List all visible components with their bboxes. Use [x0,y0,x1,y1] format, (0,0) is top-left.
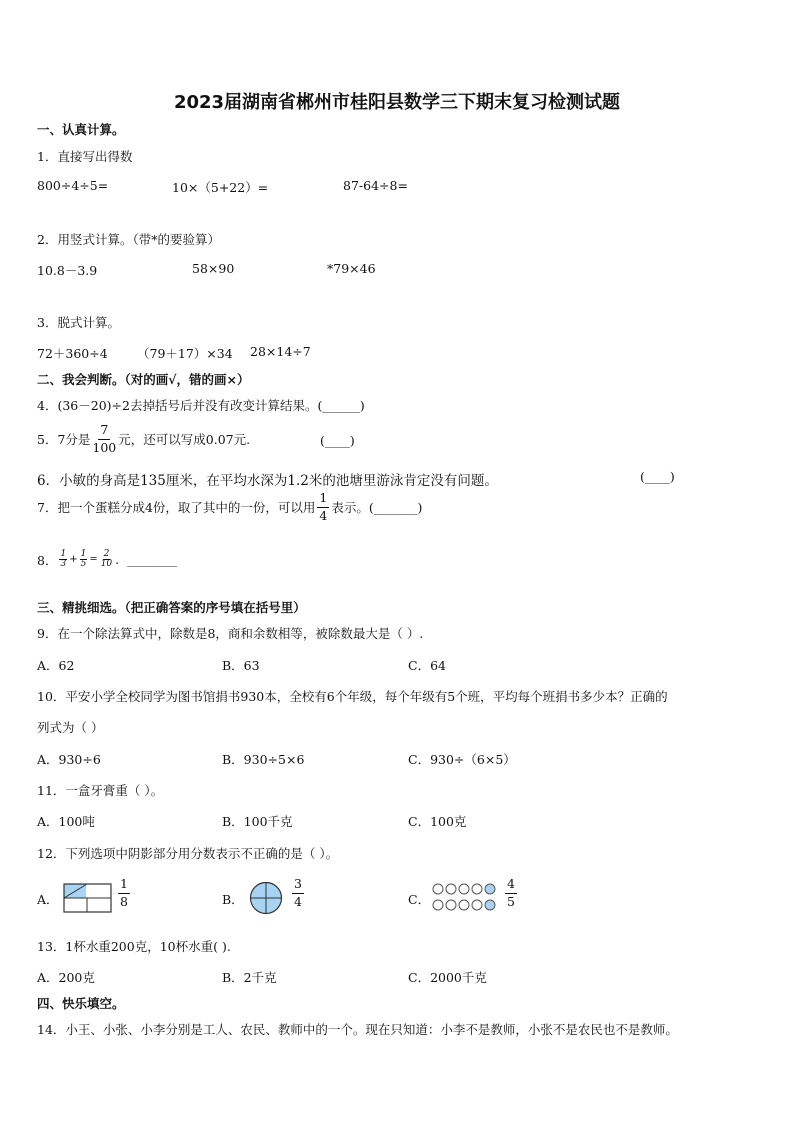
q12-option-b-circle-figure [249,881,283,915]
q12-option-a-label: A． [37,892,59,907]
q12-a-den: 8 [120,893,128,909]
q2-item-3: *79×46 [327,261,376,276]
q8-dot: . [115,552,120,567]
q2-label: 2．用竖式计算。（带*的要验算） [37,232,220,247]
q8-f3-num: 2 [103,549,110,559]
section-4-heading: 四、快乐填空。 [37,996,125,1011]
q10-line-2: 列式为（ ） [37,720,104,735]
q8-f3-den: 10 [100,559,113,569]
q7-row [37,492,422,522]
q5-fraction-num: 7 [98,424,110,440]
q8-blank: ________ [127,552,178,567]
q1-item-1: 800÷4÷5= [37,178,109,193]
q5-fraction-den: 100 [92,439,117,455]
q5-row [37,424,250,454]
q8-f1-num: 1 [60,549,67,559]
q6-blank: (____) [640,469,675,484]
q11-option-b: B．100千克 [222,814,293,829]
q10-option-b: B．930÷5×6 [222,752,305,767]
q7-post: 表示。(_______) [331,500,423,515]
q2-item-1: 10.8－3.9 [37,263,98,278]
q7-fraction [317,492,329,522]
q7-pre: 7．把一个蛋糕分成4份，取了其中的一份，可以用 [37,500,316,515]
section-3-heading: 三、精挑细选。（把正确答案的序号填在括号里） [37,600,306,615]
q10-option-c: C．930÷（6×5） [408,752,516,767]
q12-option-c-dots-figure [431,882,501,914]
q7-fraction-num: 1 [317,492,329,508]
q2-item-2: 58×90 [192,261,235,276]
section-2-heading: 二、我会判断。（对的画√，错的画×） [37,372,250,387]
q13-option-a: A．200克 [37,970,95,985]
q5-blank: (____) [320,433,355,448]
q8-equals: = [89,554,98,565]
q14-text: 14．小王、小张、小李分别是工人、农民、教师中的一个。现在只知道：小李不是教师，小张不是农民也不是教师。 [37,1022,678,1037]
q10-line-1: 10．平安小学全校同学为图书馆捐书930本，全校有6个年级，每个年级有5个班，平均每个班捐书多少本？正确的 [37,689,668,704]
q3-label: 3．脱式计算。 [37,315,120,330]
q5-post: 元，还可以写成0.07元. [118,432,251,447]
section-1-heading: 一、认真计算。 [37,122,125,137]
q9-option-b: B．63 [222,658,260,673]
q12-option-c-fraction [503,878,519,908]
q5-fraction [92,424,116,454]
q8-fraction-3 [100,550,113,569]
q3-item-1: 72＋360÷4 [37,346,108,361]
q8-f2-num: 1 [80,549,87,559]
q12-c-num: 4 [505,878,517,894]
q9-text: 9．在一个除法算式中，除数是8，商和余数相等，被除数最大是（ ）. [37,626,424,641]
page-title: 2023届湖南省郴州市桂阳县数学三下期末复习检测试题 [173,92,621,113]
q12-option-b-fraction [290,878,306,908]
q8-f1-den: 3 [60,559,67,569]
q4-text: 4．(36－20)÷2去掉括号后并没有改变计算结果。(______) [37,398,365,413]
q8-plus: + [69,554,78,565]
q12-b-den: 4 [294,893,302,909]
q8-f2-den: 5 [80,559,87,569]
q5-pre: 5．7分是 [37,432,91,447]
q11-text: 11．一盒牙膏重（ ）。 [37,783,164,798]
q12-option-a-rectangle-figure [63,883,113,913]
q8-label: 8． [37,552,58,568]
q11-option-c: C．100克 [408,814,467,829]
q1-item-3: 87-64÷8= [343,178,408,193]
q12-a-num: 1 [118,878,130,894]
q9-option-a: A．62 [37,658,75,673]
q8-fraction-1 [59,550,67,569]
q10-option-a: A．930÷6 [37,752,101,767]
q1-item-2: 10×（5+22）= [172,180,269,195]
q12-c-den: 5 [507,893,515,909]
q12-text: 12．下列选项中阴影部分用分数表示不正确的是（ ）。 [37,846,339,861]
q11-option-a: A．100吨 [37,814,95,829]
q13-option-b: B．2千克 [222,970,277,985]
q12-option-b-label: B． [222,892,244,907]
q3-item-3: 28×14÷7 [250,344,311,359]
q9-option-c: C．64 [408,658,446,673]
q12-option-c-label: C． [408,892,431,907]
q1-label: 1．直接写出得数 [37,149,133,164]
q7-fraction-den: 4 [319,507,328,523]
q12-option-a-fraction [116,878,132,908]
q13-text: 13．1杯水重200克，10杯水重( ). [37,939,231,954]
q12-b-num: 3 [292,878,304,894]
q3-item-2: （79＋17）×34 [137,346,233,361]
q6-text: 6．小敏的身高是135厘米，在平均水深为1.2米的池塘里游泳肯定没有问题。 [37,473,498,489]
q8-row [37,550,177,569]
q13-option-c: C．2000千克 [408,970,487,985]
q8-fraction-2 [80,550,88,569]
